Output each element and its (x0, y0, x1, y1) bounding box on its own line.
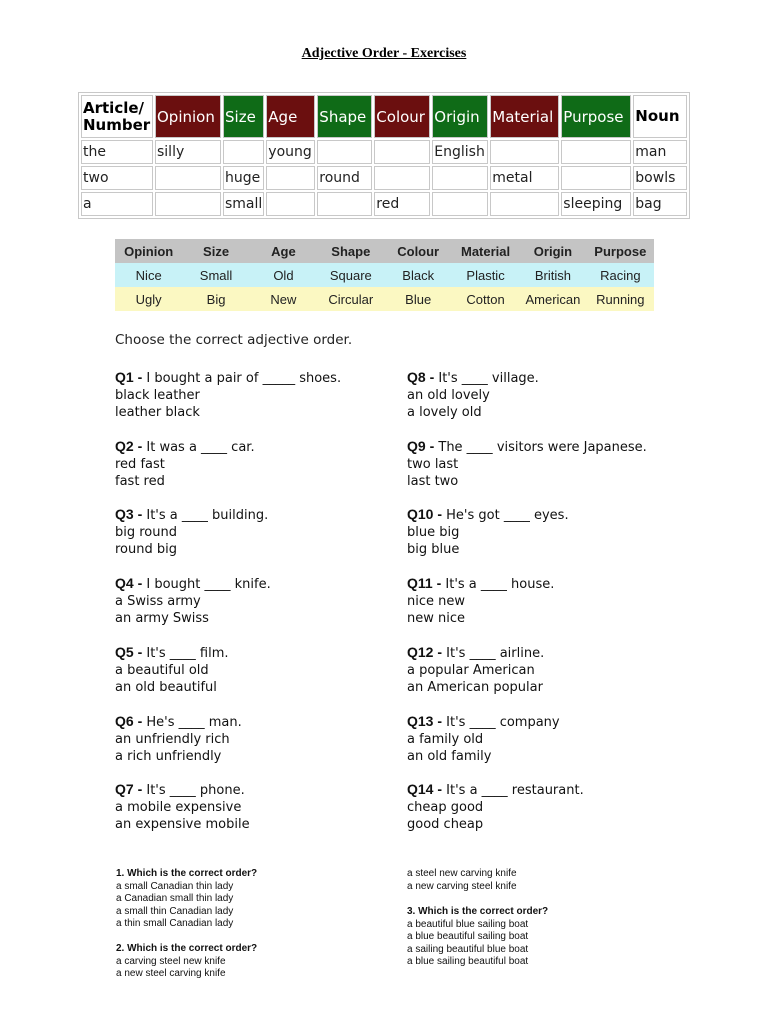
question-line (115, 369, 341, 387)
question-block (115, 506, 268, 558)
question-line (115, 781, 250, 799)
question-text: It's ____ company (446, 714, 560, 730)
table2-cell: Big (182, 287, 249, 311)
option: a thin small Canadian lady (116, 918, 234, 929)
table2-cell: Running (587, 287, 654, 311)
table1-cell (223, 140, 264, 164)
question-number: Q10 - (407, 506, 443, 523)
table1-cell: huge (223, 166, 264, 190)
table1-cell (561, 140, 631, 164)
answer-option: round big (115, 542, 177, 558)
question-text: He's ____ man. (146, 714, 242, 730)
option: a blue sailing beautiful boat (407, 956, 529, 967)
question-line (407, 644, 544, 662)
question-text: I bought ____ knife. (146, 577, 271, 593)
question-number: Q9 - (407, 437, 435, 454)
answer-option: an old beautiful (115, 679, 217, 695)
table1-header-cell: Article/ Number (81, 95, 153, 138)
option: a sailing beautiful blue boat (407, 943, 529, 955)
question-line (407, 506, 569, 524)
table1-cell (490, 192, 559, 216)
table1-header-cell: Size (223, 95, 264, 138)
answer-option: new nice (407, 611, 465, 627)
table1-cell (432, 192, 488, 216)
question-block (115, 713, 242, 765)
table1-cell: bowls (633, 166, 687, 190)
table2-cell: Ugly (115, 287, 182, 311)
question-line (407, 781, 584, 799)
table1-header-cell: Noun (633, 95, 687, 138)
table1-cell (317, 192, 372, 216)
question-block (115, 644, 229, 696)
question-text: It's a ____ house. (445, 577, 555, 593)
answer-option: good cheap (407, 817, 484, 833)
table1-cell: round (317, 166, 372, 190)
question-number: Q6 - (115, 712, 143, 729)
question-block (407, 781, 584, 833)
question-number: Q8 - (407, 369, 435, 385)
question-block (115, 438, 255, 490)
question-line (115, 438, 255, 456)
table2-cell: Old (250, 263, 317, 287)
answer-option: a mobile expensive (115, 800, 242, 816)
answer-option: a rich unfriendly (115, 748, 222, 764)
question-text: It's a ____ restaurant. (446, 783, 584, 799)
table1-cell: man (633, 140, 687, 164)
option: a new steel carving knife (116, 968, 226, 979)
table2-cell: Blue (385, 287, 452, 311)
answer-option: an army Swiss (115, 611, 209, 627)
option: a steel new carving knife (407, 868, 517, 879)
table1-cell (374, 166, 430, 190)
table1-cell (317, 140, 372, 164)
table2-header-cell: Age (250, 239, 317, 263)
table2-cell: American (519, 287, 586, 311)
question-block (407, 369, 539, 421)
option: a new carving steel knife (407, 880, 517, 892)
question-line (407, 713, 560, 731)
table1-row (81, 166, 687, 190)
table1-cell (266, 166, 315, 190)
small-question-3 (407, 906, 548, 969)
question-line (407, 575, 554, 593)
option: a carving steel new knife (116, 955, 226, 967)
answer-option: fast red (115, 473, 165, 489)
question-number: Q2 - (115, 437, 143, 454)
answer-option: a family old (407, 731, 484, 747)
question-number: Q4 - (115, 575, 143, 592)
answer-option: big round (115, 525, 177, 541)
question-line (115, 575, 271, 593)
question-block (407, 713, 560, 765)
question-text: It's ____ village. (438, 371, 539, 386)
page-title: Adjective Order - Exercises (301, 46, 467, 61)
table2-cell: New (250, 287, 317, 311)
question-text: I bought a pair of _____ shoes. (146, 371, 342, 386)
question-number: Q7 - (115, 781, 143, 798)
question-block (115, 369, 341, 421)
answer-option: black leather (115, 388, 200, 403)
table1-cell: bag (633, 192, 687, 216)
table1-cell: a (81, 192, 153, 216)
table2-cell: Nice (115, 263, 182, 287)
table1-cell (266, 192, 315, 216)
answer-option: a beautiful old (115, 662, 209, 678)
table2-header-cell: Material (452, 239, 519, 263)
question-text: It's ____ phone. (146, 783, 245, 799)
instruction-text: Choose the correct adjective order. (115, 332, 353, 348)
question-block (407, 644, 544, 696)
table1-cell: English (432, 140, 488, 164)
table2-cell: Black (385, 263, 452, 287)
table2-cell: Square (317, 263, 384, 287)
answer-option: red fast (115, 456, 165, 472)
answer-option: an unfriendly rich (115, 731, 230, 747)
table1-header-cell: Opinion (155, 95, 221, 138)
table2-header-cell: Shape (317, 239, 384, 263)
answer-option: blue big (407, 525, 460, 541)
answer-option: an expensive mobile (115, 817, 250, 833)
table1-cell (374, 140, 430, 164)
small-question-heading: 1. Which is the correct order? (116, 868, 258, 879)
question-number: Q12 - (407, 643, 443, 660)
table1-header-cell: Material (490, 95, 559, 138)
table1-cell: young (266, 140, 315, 164)
option: a blue beautiful sailing boat (407, 931, 529, 942)
table1-cell: the (81, 140, 153, 164)
table1-cell: red (374, 192, 430, 216)
table1-header-cell: Purpose (561, 95, 631, 138)
table2-header-cell: Colour (385, 239, 452, 263)
option: a small thin Canadian lady (116, 905, 234, 917)
table2-row (115, 263, 654, 287)
answer-option: nice new (407, 594, 465, 610)
table1-cell: two (81, 166, 153, 190)
question-block (115, 575, 271, 627)
table1-cell (490, 140, 559, 164)
table1-row (81, 192, 687, 216)
table1-cell (432, 166, 488, 190)
question-number: Q5 - (115, 643, 143, 660)
answer-option: a popular American (407, 662, 535, 678)
answer-option: an old lovely (407, 388, 490, 403)
question-number: Q11 - (407, 575, 442, 592)
answer-option: a Swiss army (115, 594, 201, 610)
answer-option: two last (407, 456, 459, 472)
answer-option: a lovely old (407, 405, 482, 420)
question-line (407, 369, 539, 387)
table2-cell: Circular (317, 287, 384, 311)
table2-cell: Racing (587, 263, 654, 287)
table1-header-cell: Age (266, 95, 315, 138)
table1-cell: sleeping (561, 192, 631, 216)
table2-cell: Plastic (452, 263, 519, 287)
answer-option: big blue (407, 542, 460, 558)
question-text: It's a ____ building. (146, 508, 269, 524)
small-question-2 (116, 943, 257, 981)
question-line (115, 713, 242, 731)
table1-cell (155, 192, 221, 216)
table2-header-cell: Purpose (587, 239, 654, 263)
table1-cell (561, 166, 631, 190)
question-line (407, 438, 647, 456)
question-number: Q14 - (407, 781, 443, 798)
table2-header-cell: Origin (519, 239, 586, 263)
table1-header-cell: Colour (374, 95, 430, 138)
question-text: It's ____ film. (146, 645, 229, 661)
table2-row (115, 287, 654, 311)
question-text: It was a ____ car. (146, 439, 255, 455)
question-block (407, 575, 554, 627)
small-question-heading: 2. Which is the correct order? (116, 943, 258, 954)
adjective-examples-table (115, 239, 654, 311)
answer-option: leather black (115, 405, 200, 420)
option: a beautiful blue sailing boat (407, 918, 529, 930)
answer-option: an American popular (407, 679, 543, 695)
table1-cell (155, 166, 221, 190)
answer-option: an old family (407, 748, 492, 764)
option: a Canadian small thin lady (116, 893, 234, 904)
question-number: Q13 - (407, 712, 443, 729)
table2-cell: Cotton (452, 287, 519, 311)
table2-header-cell: Opinion (115, 239, 182, 263)
adjective-category-table (78, 92, 690, 219)
table1-cell: silly (155, 140, 221, 164)
table1-header-cell: Shape (317, 95, 372, 138)
question-line (115, 506, 268, 524)
small-question-heading: 3. Which is the correct order? (407, 906, 549, 917)
small-question-1 (116, 868, 257, 931)
table1-header-cell: Origin (432, 95, 488, 138)
question-block (407, 438, 647, 490)
question-number: Q1 - (115, 369, 143, 385)
small-question-2-continued (407, 868, 517, 893)
question-text: The ____ visitors were Japanese. (438, 439, 647, 455)
option: a small Canadian thin lady (116, 880, 234, 892)
answer-option: last two (407, 473, 459, 489)
table2-cell: Small (182, 263, 249, 287)
question-text: He's got ____ eyes. (446, 508, 569, 524)
question-block (115, 781, 250, 833)
question-block (407, 506, 569, 558)
question-text: It's ____ airline. (446, 645, 545, 661)
question-line (115, 644, 229, 662)
table1-cell: metal (490, 166, 559, 190)
question-number: Q3 - (115, 506, 143, 523)
table2-cell: British (519, 263, 586, 287)
table2-header-cell: Size (182, 239, 249, 263)
table1-row (81, 140, 687, 164)
table1-cell: small (223, 192, 264, 216)
answer-option: cheap good (407, 800, 484, 816)
